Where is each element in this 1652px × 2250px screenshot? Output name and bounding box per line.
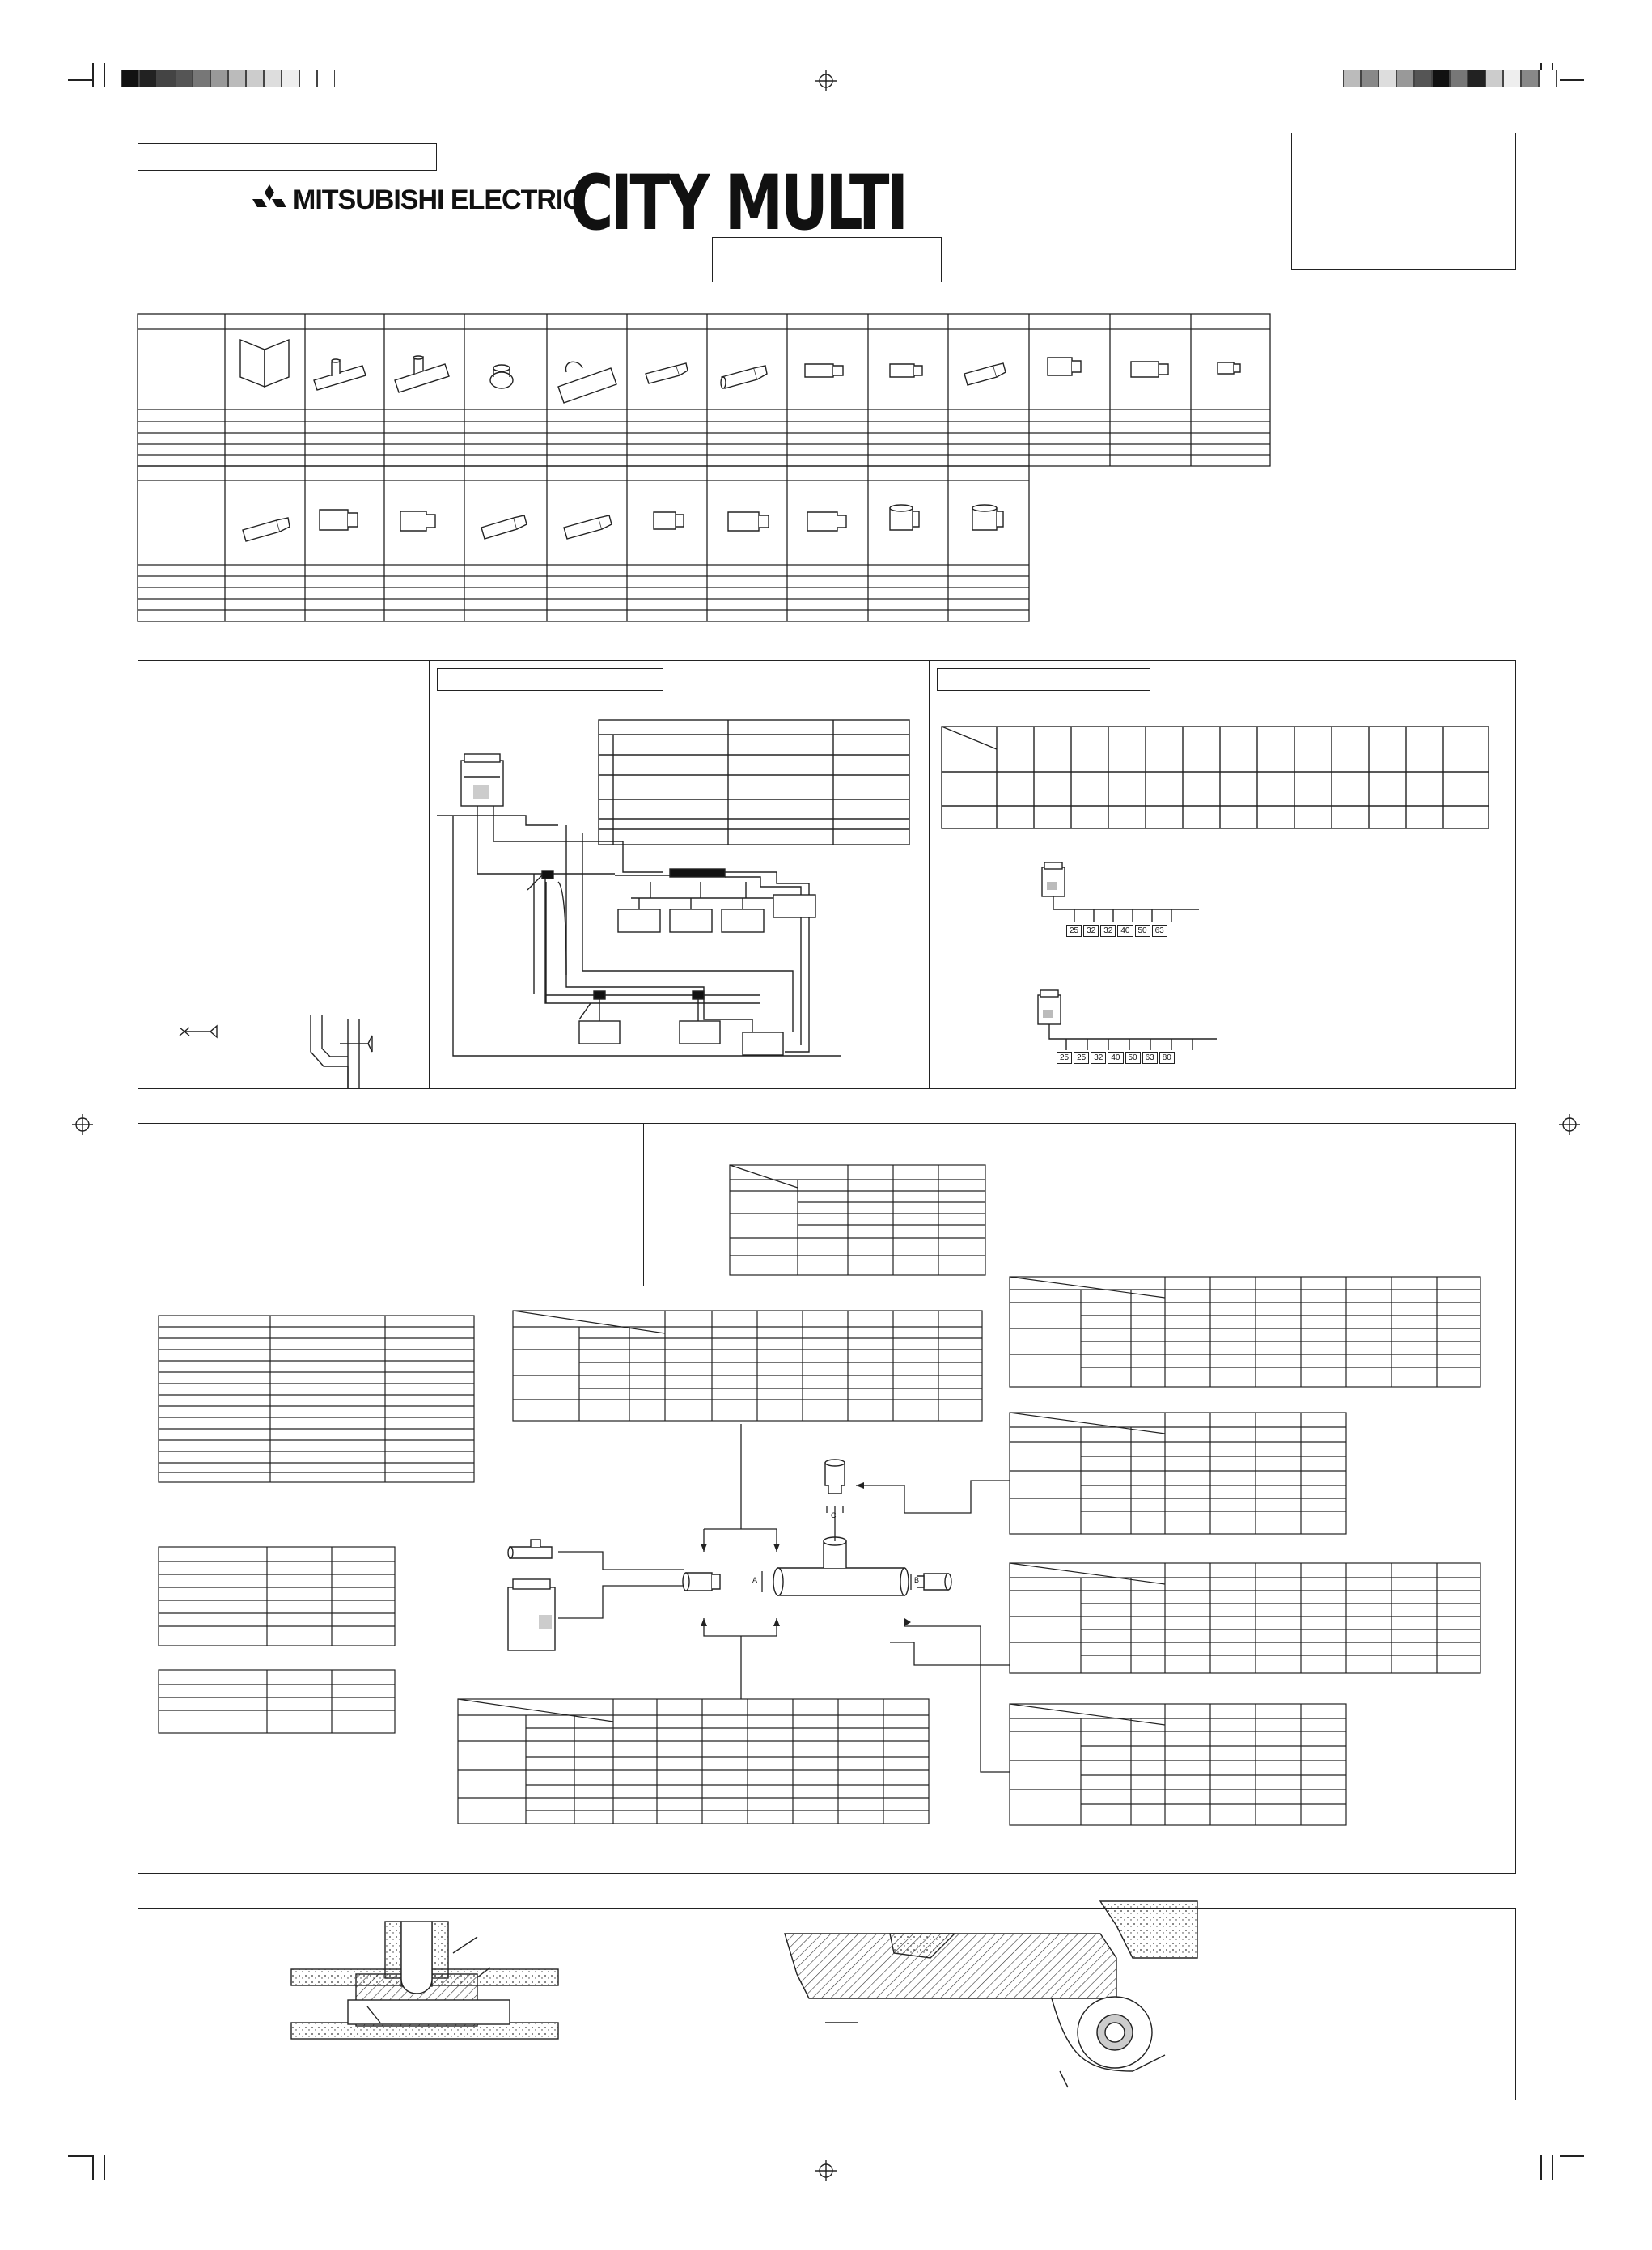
brand-name: MITSUBISHI ELECTRIC [293, 184, 582, 215]
capacity-label: 50 [1125, 1052, 1141, 1064]
capacity-label: 50 [1135, 925, 1150, 937]
product-name: CITY MULTI [570, 159, 906, 248]
capacity-label: 25 [1074, 1052, 1089, 1064]
dimension-label-c: C [831, 1511, 837, 1519]
capacity-label: 32 [1083, 925, 1099, 937]
capacity-label: 32 [1100, 925, 1116, 937]
capacity-label: 25 [1057, 1052, 1072, 1064]
dimension-label-a: A [752, 1576, 758, 1584]
capacity-label: 40 [1117, 925, 1133, 937]
capacity-label: 40 [1108, 1052, 1123, 1064]
capacity-label: 80 [1159, 1052, 1175, 1064]
dimension-label-b: B [914, 1576, 920, 1584]
capacity-label: 63 [1142, 1052, 1158, 1064]
capacity-label: 32 [1091, 1052, 1106, 1064]
capacity-label: 25 [1066, 925, 1082, 937]
capacity-label: 63 [1152, 925, 1167, 937]
